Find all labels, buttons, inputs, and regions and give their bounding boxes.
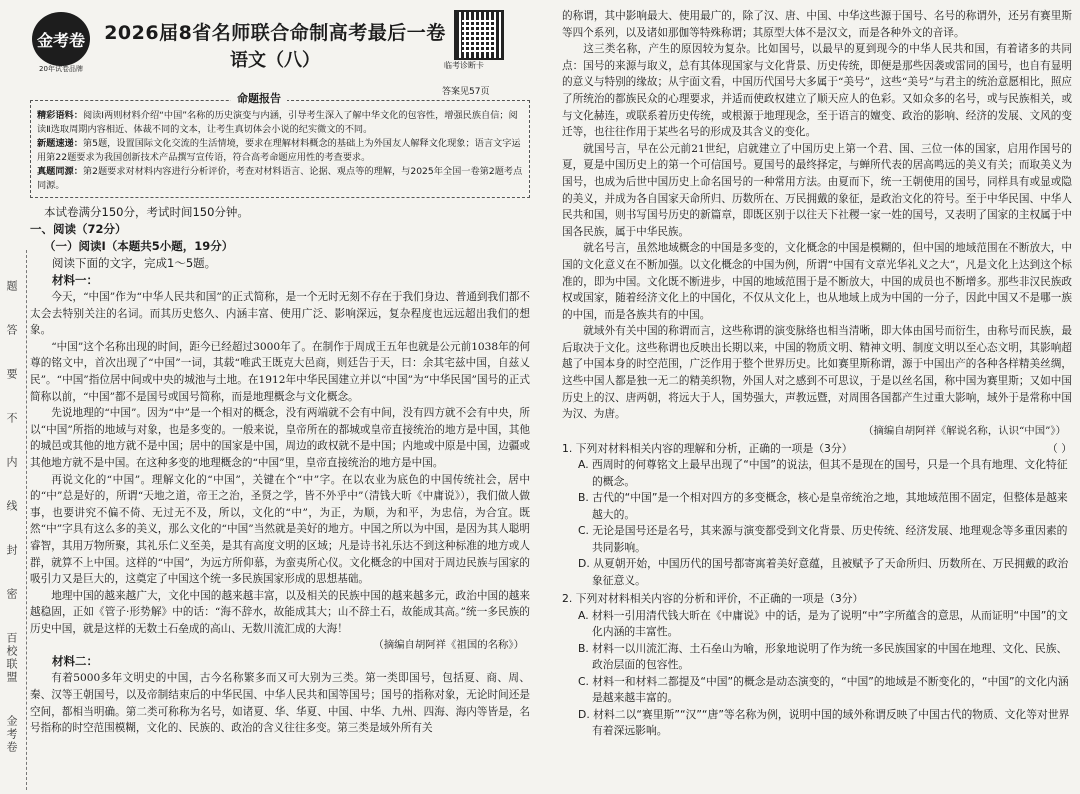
source-citation: （摘编自胡阿祥《解说名称，认识“中国”》） [863, 424, 1066, 437]
margin-label: 线 [5, 500, 18, 513]
brand-logo-subtitle: 20年试卷品牌 [39, 65, 83, 73]
passage-paragraph: “中国”这个名称出现的时间，距今已经超过3000年了。在制作于周成王五年也就是公元前1038年的何尊的铭文中，首次出现了“中国”一词，其载“唯武王既克大邑商，则廷告于天，曰：余其宅兹中国，自兹乂民”。“中国”指位居中间或中央的城池与土地。在1912年中华民国建立并以“中国”为“中华民国”国号的正式简称以前，“中国”都不是国号或国号简称，而是地理概念与文化概念。 [30, 340, 530, 403]
margin-label: 内 [5, 456, 18, 469]
passage-paragraph: 再说文化的“中国”。理解文化的“中国”，关键在个“中”字。在以农业为底色的中国传统社会，居中的“中”总是好的，所谓“天地之道，帝王之治，圣贤之学，皆不外乎中”（清钱大昕《中庸说》），我们做人做事，也要讲究不偏不倚、无过无不及，所以，文化的“中”，为正，为顺，为和平，为忠信，为合宜。既然“中”字具有这么多的美义，那么文化的“中国”当然就是美好的地方。中国之所以为中国，是因为其人聪明睿智，其用万物所聚，其礼乐仁义至美，是其有高度文明的区域；凡是诗书礼乐达不到这种标准的地方或人群，就算不上中国。这样的“中国”，为远方所仰慕，为蛮夷所心仪。文化概念的中国对于周边民族与国家的吸引力又是巨大的，这奠定了中国这个统一多民族国家形成的思想基础。 [30, 473, 530, 586]
margin-label: 答 [5, 324, 18, 337]
left-column [30, 8, 530, 788]
question-stem: 2. 下列对材料相关内容的分析和评价，不正确的一项是（3分） [562, 592, 864, 606]
question-2 [562, 591, 1072, 740]
question-1 [562, 441, 1072, 590]
passage-paragraph: 有着5000多年文明史的中国，古今名称繁多而又可大别为三类。第一类即国号，包括夏、商、周、秦、汉等王朝国号，以及帝制结束后的中华民国、中华人民共和国等国号；国号的指称对象，无论时间还是空间，都相当明确。第二类可称称为名号，如诸夏、华、华夏、中国、中华、九州、四海、海内等皆是，名号指称的时空范围模糊，文化的、民族的、政治的含义往往多变。第三类是域外所有关 [30, 672, 530, 735]
margin-label: 题 [5, 280, 18, 293]
qr-code-icon[interactable] [454, 10, 504, 60]
margin-label: 百校联盟 [5, 632, 18, 684]
subsection-heading: （一）阅读Ⅰ（本题共5小题，19分） [44, 239, 234, 253]
passage-paragraph: 这三类名称，产生的原因较为复杂。比如国号，以最早的夏到现今的中华人民共和国，有着诸多的共同点：国号的来源与取义，总有其体现国家与文化背景、历史传统，即便是那些因袭或雷同的国号，也自有显明的意义与特别的缘故；从宇面文看，中国历代国号大多属于“美号”，这些“美号”与君主的统治意愿相比，照应了所统治的都族民众的心理要求，并适而使政权建立了顺天应人的色彩。又如众多的名号，或与民族相关，或与文化赫连，或联系着历史传统，或根源于地理现念，至于语言的嬗变、政治的影响、经济的发展、文风的变迁等，也往往作用于某些名号的形成及其含义的变化。 [562, 43, 1072, 139]
passage-paragraph: 就名号言，虽然地域概念的中国是多变的，文化概念的中国是模糊的，但中国的地域范围在不断放大，中国的文化意义在不断加强。以文化概念的中国为例，所谓“中国有文章光华礼义之大”，凡是文化上达到这个标准的，即为中国。文化既不断进步，中国的地域范围于是不断放大，中国的成员也不断增多。那些非汉民族政权或国家，随着经济文化上的中国化，不仅从文化上，也从地域上成为中国的一分子，因此中国又不是哪一族的中国，而是各族共有的中国。 [562, 242, 1072, 321]
passage-paragraph: 的称谓，其中影响最大、使用最广的，除了汉、唐、中国、中华这些源于国号、名号的称谓外，还另有赛里斯等四个系列，以及诸如那伽等特殊称谓；其原型大体不是汉文，而是各种外文的音译。 [562, 10, 1072, 39]
question-stem: 1. 下列对材料相关内容的理解和分析，正确的一项是（3分） （ ） [562, 441, 1072, 455]
margin-label: 密 [5, 588, 18, 601]
exam-subtitle: 语文（八） [230, 50, 320, 71]
passage-paragraph: 先说地理的“中国”。因为“中”是一个相对的概念，没有两端就不会有中间，没有四方就不会有中央，所以“中国”所指的地域与对象，也是多变的。一般来说，皇帝所在的都城或皇帝直接统治的地方是中国，其他的城邑或其他的地方就不是中国；居中的国家是中国，周边的政权就不是中国；内地或中原是中国，边疆或其他地方就不是中国。在这种多变的地理概念的“中国”里，皇帝直接统治的地方是中国。 [30, 407, 530, 469]
answer-option[interactable]: B. 古代的“中国”是一个相对四方的多变概念，核心是皇帝统治之地，其地域范围不固定，但整体是越来越大的。 [578, 491, 1068, 521]
report-line: 新题速递：第5题，设置国际文化交流的生活情境，要求在理解材料概念的基础上为外国友人解释文化现象；语言文字运用第22题要求为我国创新技术产品撰写宣传语，符合高考命题应用性的考查要求。 [37, 138, 521, 163]
report-line: 真题同源：第2题要求对材料内容进行分析评价，考查对材料语言、论据、观点等的理解，与2025年全国一卷第2题考点同源。 [37, 166, 523, 191]
answer-option[interactable]: B. 材料一以川流汇海、土石垒山为喻，形象地说明了作为统一多民族国家的中国在地理、文化、民族、政治层面的包容性。 [578, 641, 1068, 672]
passage-paragraph: 今天，“中国”作为“中华人民共和国”的正式简称，是一个无时无刻不存在于我们身边、普通到我们都不太会去特别关注的名词。而其历史悠久、内涵丰富、使用广泛、影响深远，复杂程度也远远超出我们的想象。 [30, 291, 530, 337]
passage-paragraph: 就域外有关中国的称谓而言，这些称谓的演变脉络也相当清晰，即大体由国号而衍生，由称号而民族，最后取决于文化。这些称谓也反映出长期以来，中国的物质文明、精神文明、制度文明以至心态文明，其影响超越了中国本身的时空范围，广泛作用于整个世界历史。比如赛里斯称谓，源于中国出产的各种各样精美丝绸，这些中国人都是独一无二的精美织物，外国人对之感到不可思议，于是以丝名国，称中国为赛里斯；又如中国历史上的汉、唐两朝，将远大于人，国势强大，声教远暨，对周围各国都产生过重大影响，域外于是常称中国为汉、为唐。 [562, 325, 1072, 421]
answer-reference: 答案见57页 [442, 87, 490, 97]
exam-title: 2026届8省名师联合命制高考最后一卷 [104, 22, 446, 44]
exam-meta: 本试卷满分150分，考试时间150分钟。 [44, 205, 249, 219]
passage-paragraph: 就国号言，早在公元前21世纪，启就建立了中国历史上第一个君、国、三位一体的国家，启用作国号的夏，夏是中国历史上的第一个可信国号。夏国号的最终择定，与蝉所代表的居高鸣远的美义有关；而取美义为国号，也成为后世中国历史上命名国号的一种常用方法。由夏而下，统一王朝使用的国号，同样具有或显或隐的美义，并成为各自国家天命所归、历数所在、万民拥戴的象征，是政治文化的符号。至于中华民国、中华人民共和国，则书写国号历史的新篇章，即既区别于以往天下社稷一家一姓的国号，又表明了国家的主权属于中国各民族，属于中华民族。 [562, 142, 1072, 238]
section-heading: 一、阅读（72分） [30, 222, 127, 236]
answer-option[interactable]: A. 材料一引用清代钱大昕在《中庸说》中的话，是为了说明“中”字所蕴含的意思，从而证明“中国”的文化内涵的丰富性。 [578, 608, 1068, 639]
report-line: 精彩语料：阅读Ⅰ两则材料介绍“中国”名称的历史演变与内涵，引导考生深入了解中华文化的包容性，增强民族自信；阅读Ⅱ选取周期内容相近、体裁不同的文本，让考生真切体会小说的纪实微文的不同。 [37, 110, 518, 135]
margin-label: 封 [5, 544, 18, 557]
qr-caption: 临考诊断卡 [444, 61, 484, 70]
answer-option[interactable]: D. 从夏朝开始，中国历代的国号都寄寓着美好意蕴，且被赋予了天命所归、历数所在、万民拥戴的政治象征意义。 [578, 557, 1069, 587]
margin-label: 金考卷 [5, 715, 18, 754]
material-label: 材料二： [52, 654, 98, 669]
binding-margin [0, 0, 22, 794]
brand-logo: 金考卷 [32, 12, 90, 66]
passage-paragraph: 地理中国的越来越广大，文化中国的越来越丰富，以及相关的民族中国的越来越多元，政治中国的越来越稳固，正如《管子·形势解》中的话：“海不辞水，故能成其大；山不辞土石，故能成其高。”统一多民族的历史中国，就是这样的无数土石垒成的高山、无数川流汇成的大海！ [30, 589, 530, 635]
answer-option[interactable]: C. 无论是国号还是名号，其来源与演变都受到文化背景、历史传统、经济发展、地理观念等多重因素的共同影响。 [578, 524, 1068, 554]
exam-header [30, 8, 530, 100]
material-label: 材料一： [52, 273, 98, 287]
instruction: 阅读下面的文字，完成1～5题。 [52, 256, 217, 270]
answer-option[interactable]: D. 材料二以“赛里斯”“汉”“唐”等名称为例，说明中国的域外称谓反映了中国古代的物质、文化等对世界有着深远影响。 [578, 707, 1070, 738]
answer-option[interactable]: C. 材料一和材料二都提及“中国”的概念是动态演变的，“中国”的地域是不断变化的，“中国”的文化内涵是越来越丰富的。 [578, 674, 1069, 705]
margin-label: 要 [5, 368, 18, 381]
margin-label: 不 [5, 412, 18, 425]
report-title: 命题报告 [231, 92, 287, 106]
cut-line [26, 250, 28, 790]
source-citation: （摘编自胡阿祥《祖国的名称》） [373, 639, 524, 652]
right-column [562, 8, 1072, 788]
answer-option[interactable]: A. 西周时的何尊铭文上最早出现了“中国”的说法，但其不是现在的国号，只是一个具有地理、文化特征的概念。 [578, 458, 1068, 488]
